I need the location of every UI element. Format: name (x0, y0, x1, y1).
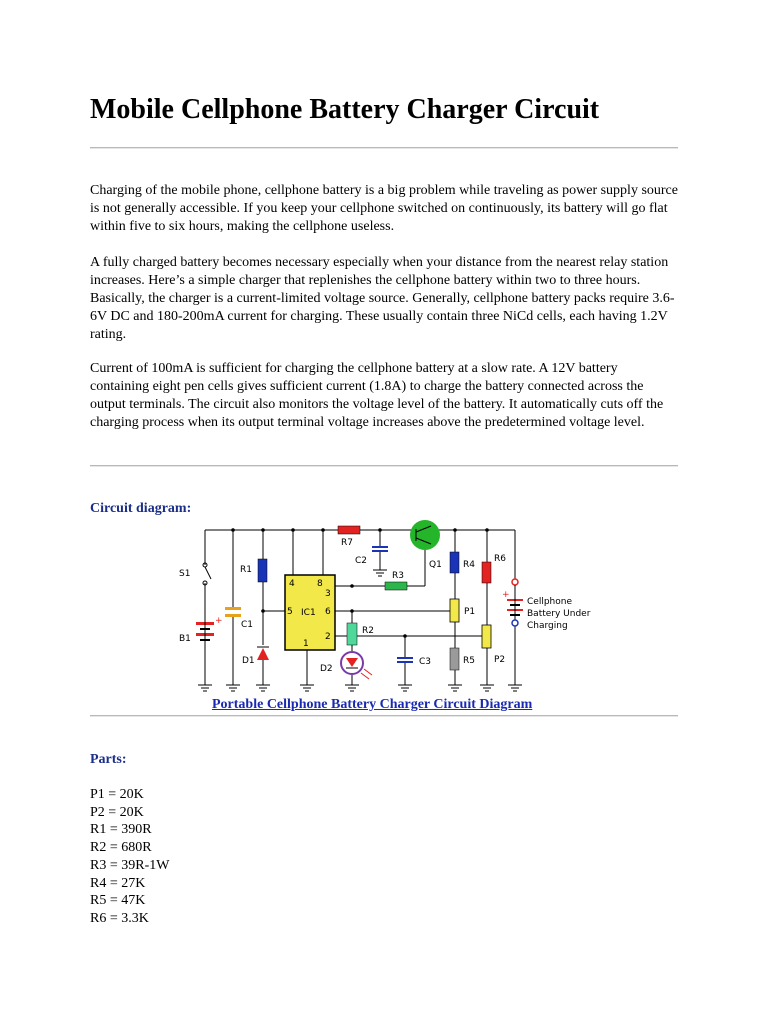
label-s1: S1 (179, 569, 191, 579)
label-c1: C1 (241, 620, 254, 630)
label-pin5: 5 (287, 607, 293, 617)
transistor-q1 (410, 520, 440, 550)
pot-p2 (482, 625, 491, 648)
resistor-r6 (482, 562, 491, 583)
label-b1: B1 (179, 634, 191, 644)
diagram-divider (90, 715, 678, 717)
parts-list (90, 786, 169, 928)
resistor-r5 (450, 648, 459, 670)
label-output-3: Charging (527, 621, 568, 631)
capacitor-c1 (225, 607, 241, 610)
resistor-r2 (347, 623, 357, 645)
resistor-r1 (258, 559, 267, 582)
page-title: Mobile Cellphone Battery Charger Circuit (90, 94, 600, 125)
label-pin3: 3 (325, 589, 331, 599)
label-plus-out: + (502, 590, 510, 600)
paragraph-1: Charging of the mobile phone, cellphone battery is a big problem while traveling as power supply source is not generally accessible. If you keep your cellphone switched on continuously, its battery will go flat within five to six hours, making the cellphone useless. (90, 183, 678, 234)
list-item: R2 = 680R (90, 840, 152, 856)
list-item: R3 = 39R-1W (90, 857, 170, 873)
title-divider (90, 147, 678, 149)
label-p1: P1 (464, 607, 476, 617)
label-output-2: Battery Under (527, 609, 591, 619)
diagram-caption-link[interactable]: Portable Cellphone Battery Charger Circuit Diagram (212, 697, 533, 712)
list-item: R6 = 3.3K (90, 910, 149, 926)
label-pin2: 2 (325, 632, 331, 642)
resistor-r4 (450, 552, 459, 573)
list-item: R1 = 390R (90, 822, 152, 838)
label-d1: D1 (242, 656, 255, 666)
output-battery (507, 579, 523, 626)
label-r7: R7 (341, 538, 353, 548)
label-r4: R4 (463, 560, 475, 570)
parts-heading: Parts: (90, 752, 127, 767)
label-c2: C2 (355, 556, 368, 566)
section-divider (90, 465, 678, 467)
label-p2: P2 (494, 655, 506, 665)
list-item: P2 = 20K (90, 804, 144, 820)
label-pin4: 4 (289, 579, 295, 589)
list-item: R5 = 47K (90, 893, 146, 909)
resistor-r3 (385, 582, 407, 590)
label-d2: D2 (320, 664, 333, 674)
battery-b1 (196, 620, 214, 650)
capacitor-c2 (372, 546, 388, 548)
circuit-diagram (175, 515, 615, 700)
circuit-heading: Circuit diagram: (90, 501, 192, 516)
label-q1: Q1 (429, 560, 442, 570)
resistor-r7 (338, 526, 360, 534)
paragraph-3: Current of 100mA is sufficient for charging the cellphone battery at a slow rate. A 12V battery containing eight pen cells gives sufficient current (1.8A) to charge the battery connected across the output terminals. The circuit also monitors the voltage level of the battery. It automatically cuts off the charging process when its output terminal voltage increases above the predetermined voltage level. (90, 361, 664, 430)
paragraph-2: A fully charged battery becomes necessary especially when your distance from the nearest relay station increases. Here’s a simple charger that replenishes the cellphone battery within two to three hours. Basically, the charger is a current-limited voltage source. Generally, cellphone battery packs require 3.6-6V DC and 180-200mA current for charging. These usually contain three NiCd cells, each having 1.2V rating. (90, 255, 675, 342)
list-item: R4 = 27K (90, 875, 146, 891)
label-r3: R3 (392, 571, 404, 581)
label-pin1: 1 (303, 639, 309, 649)
label-r2: R2 (362, 626, 374, 636)
label-r5: R5 (463, 656, 475, 666)
label-ic1: IC1 (301, 608, 316, 618)
label-pin8: 8 (317, 579, 323, 589)
label-plus: + (215, 616, 223, 626)
label-c3: C3 (419, 657, 432, 667)
label-r1: R1 (240, 565, 252, 575)
capacitor-c3 (397, 657, 413, 659)
label-r6: R6 (494, 554, 506, 564)
zener-d1 (257, 648, 269, 660)
list-item: P1 = 20K (90, 787, 144, 802)
label-output-1: Cellphone (527, 597, 572, 607)
label-pin6: 6 (325, 607, 331, 617)
pot-p1 (450, 599, 459, 622)
